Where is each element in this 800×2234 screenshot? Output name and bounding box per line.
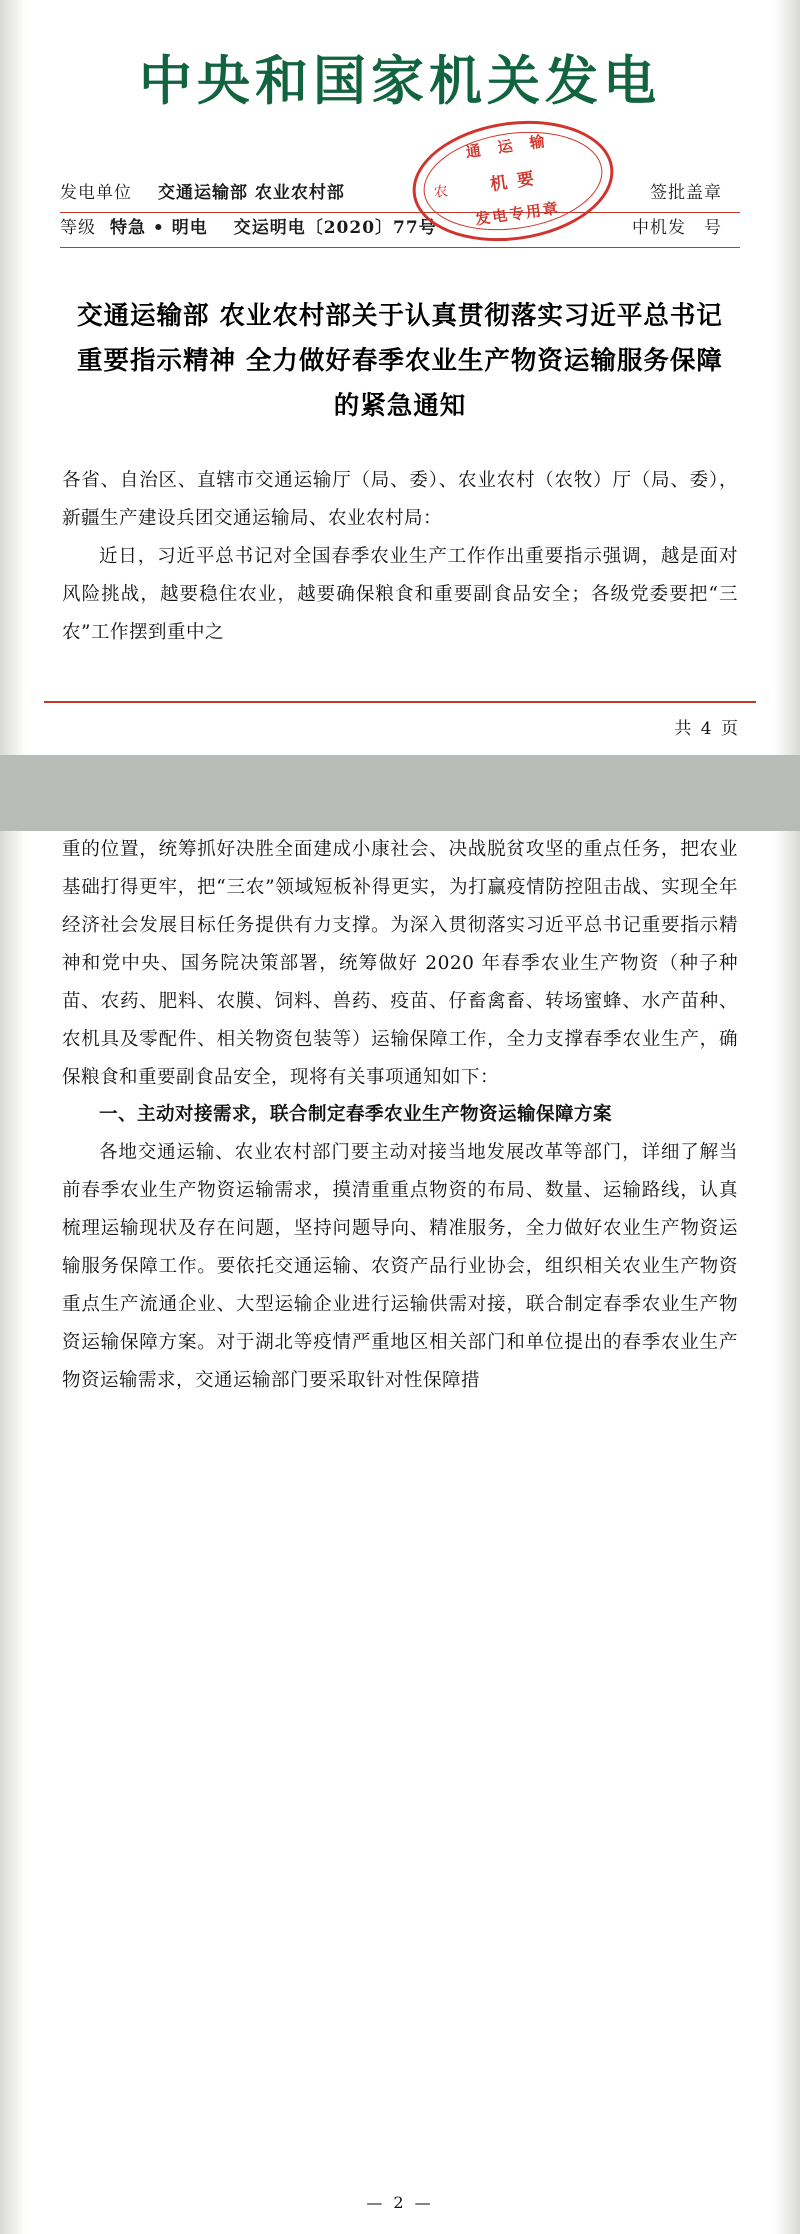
meta-row-sender (60, 174, 740, 212)
seal-middle-text: 机 要 (489, 168, 538, 196)
document-title: 交通运输部 农业农村部关于认真贯彻落实习近平总书记重要指示精神 全力做好春季农业生产物资运输服务保障的紧急通知 (77, 301, 723, 421)
footer-divider (44, 701, 756, 703)
sender-label: 发电单位 (60, 183, 132, 204)
page-total-count: 共 4 页 (674, 719, 740, 739)
grade-value: 特急 • 明电 (110, 218, 208, 239)
page2-section-heading-1: 一、主动对接需求，联合制定春季农业生产物资运输保障方案 (99, 1104, 613, 1126)
document-meta-block (60, 174, 740, 248)
addressee-paragraph: 各省、自治区、直辖市交通运输厅（局、委）、农业农村（农牧）厅（局、委），新疆生产建设兵团交通运输局、农业农村局： (62, 470, 738, 530)
serial-label: 中机发 号 (632, 218, 722, 239)
grade-label: 等级 (60, 218, 96, 239)
page1-paragraph-1: 近日，习近平总书记对全国春季农业生产工作作出重要指示强调，越是面对风险挑战，越要稳住农业，越要确保粮食和重要副食品安全；各级党委要把“三农”工作摆到重中之 (62, 546, 738, 643)
page2-body (62, 831, 738, 1400)
seal-star-icon: 农 (432, 183, 449, 202)
page2-paragraph-1: 重的位置，统筹抓好决胜全面建成小康社会、决战脱贫攻坚的重点任务，把农业基础打得更牢，把“三农”领域短板补得更实，为打赢疫情防控阻击战、实现全年经济社会发展目标任务提供有力支撑。为深入贯彻落实习近平总书记重要指示精神和党中央、国务院决策部署，统筹做好 2020 年春季农业生产物资（种子种苗、农药、肥料、农膜、饲料、兽药、疫苗、仔畜禽畜、转场蜜蜂、水产苗种、农机具及零配件、相关物资包装等）运输保障工作，全力支撑春季农业生产，确保粮食和重要副食品安全，现将有关事项通知如下： (62, 839, 738, 1088)
document-number: 交运明电〔2020〕77号 (233, 218, 437, 239)
document-page-1 (0, 0, 800, 755)
page1-body (62, 462, 738, 652)
masthead-title: 中央和国家机关发电 (139, 50, 661, 112)
sender-value: 交通运输部 农业农村部 (158, 183, 345, 204)
page-number: — 2 — (366, 2193, 434, 2212)
seal-bottom-text: 发电专用章 (474, 198, 561, 229)
seal-top-text: 通 运 输 (464, 131, 552, 162)
page2-paragraph-2: 各地交通运输、农业农村部门要主动对接当地发展改革等部门，详细了解当前春季农业生产物资运输需求，摸清重重点物资的布局、数量、运输路线，认真梳理运输现状及存在问题，坚持问题导向、精准服务，全力做好农业生产物资运输服务保障工作。要依托交通运输、农资产品行业协会，组织相关农业生产物资重点生产流通企业、大型运输企业进行运输供需对接，联合制定春季农业生产物资运输保障方案。对于湖北等疫情严重地区相关部门和单位提出的春季农业生产物资运输需求，交通运输部门要采取针对性保障措 (62, 1142, 738, 1391)
meta-divider-2 (60, 247, 740, 248)
document-page-2 (0, 831, 800, 2234)
masthead (0, 0, 800, 110)
meta-row-grade (60, 213, 740, 247)
approval-label: 签批盖章 (650, 183, 722, 204)
